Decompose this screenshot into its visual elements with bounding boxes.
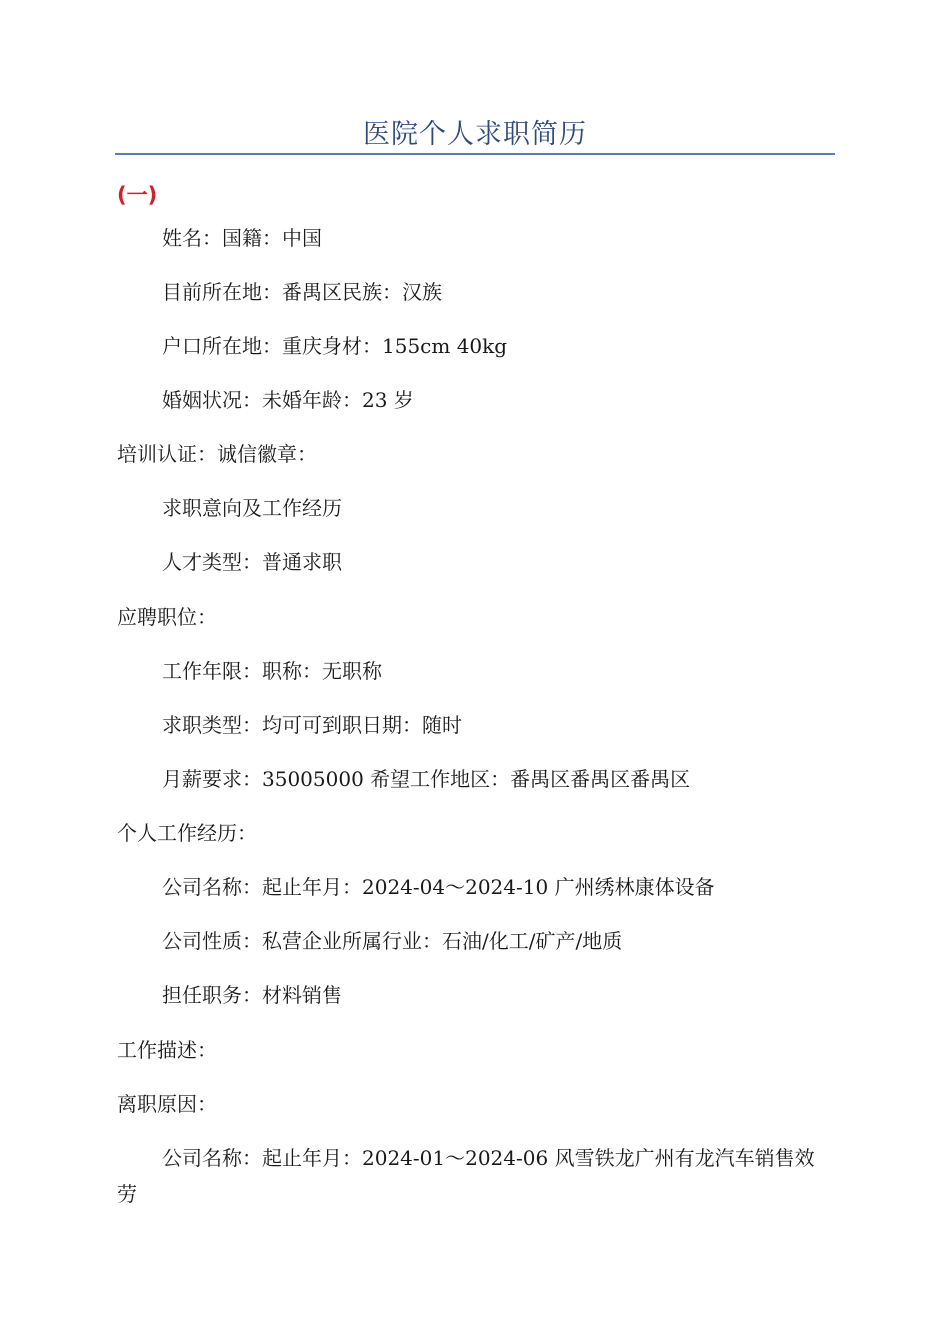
text-line-marital: 婚姻状况：未婚年龄：23 岁 — [162, 388, 414, 412]
text-line-experience-years: 工作年限：职称：无职称 — [162, 659, 382, 683]
text-line-salary: 月薪要求：35005000 希望工作地区：番禺区番禺区番禺区 — [162, 767, 691, 791]
text-line-company-nature: 公司性质：私营企业所属行业：石油/化工/矿产/地质 — [162, 929, 623, 953]
text-line-location: 目前所在地：番禺区民族：汉族 — [162, 280, 442, 304]
section-marker: (一) — [117, 183, 158, 207]
text-line-job-type: 求职类型：均可可到职日期：随时 — [162, 713, 462, 737]
text-line-name: 姓名：国籍：中国 — [162, 226, 322, 250]
text-paragraph-company-2: 公司名称：起止年月：2024-01～2024-06 风雪铁龙广州有龙汽车销售效劳 — [117, 1146, 815, 1206]
text-line-role: 担任职务：材料销售 — [162, 983, 342, 1007]
text-line-company-1: 公司名称：起止年月：2024-04～2024-10 广州绣林康体设备 — [162, 875, 715, 899]
text-line-position: 应聘职位： — [117, 605, 217, 629]
text-line-work-history-heading: 个人工作经历： — [117, 821, 257, 845]
text-line-leave-reason: 离职原因： — [117, 1092, 217, 1116]
document-title: 医院个人求职简历 — [363, 119, 587, 150]
text-line-talent-type: 人才类型：普通求职 — [162, 550, 342, 574]
text-line-intent-heading: 求职意向及工作经历 — [162, 496, 342, 520]
text-line-job-description: 工作描述： — [117, 1038, 217, 1062]
text-line-hukou: 户口所在地：重庆身材：155cm 40kg — [162, 334, 508, 358]
text-line-certification: 培训认证：诚信徽章： — [117, 442, 317, 466]
title-underline — [115, 153, 835, 155]
